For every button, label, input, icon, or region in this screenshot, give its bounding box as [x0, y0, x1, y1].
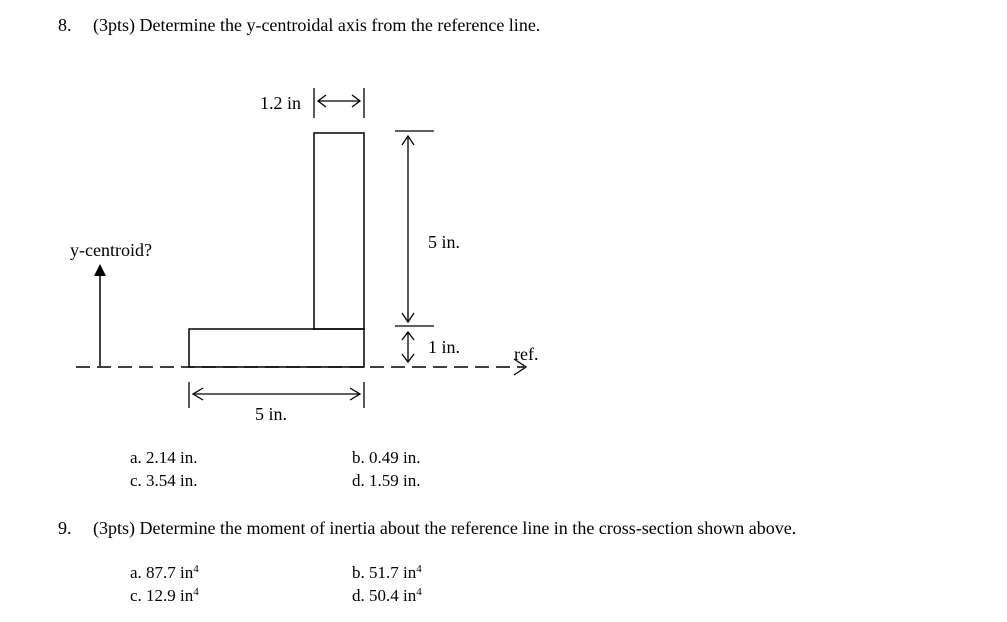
question-9-text: (3pts) Determine the moment of inertia about the reference line in the cross-section shown above. [93, 518, 797, 538]
q9-option-d [352, 586, 422, 606]
q9-option-a-text: a. 87.7 in [130, 563, 194, 582]
q8-option-c: c. 3.54 in. [130, 471, 198, 490]
q9-option-a [130, 563, 199, 583]
base-height-label: 1 in. [428, 337, 461, 357]
q9-option-c-exp: 4 [193, 586, 199, 598]
vertical-height-label: 5 in. [428, 232, 461, 252]
q9-option-c-text: c. 12.9 in [130, 586, 194, 605]
question-9-number: 9. [58, 518, 72, 538]
q8-option-b: b. 0.49 in. [352, 448, 421, 467]
q9-option-a-exp: 4 [193, 563, 199, 575]
q8-option-d: d. 1.59 in. [352, 471, 421, 490]
vertical-web-rect [314, 133, 364, 329]
top-width-label: 1.2 in [260, 93, 302, 113]
question-8-text: (3pts) Determine the y-centroidal axis from the reference line. [93, 15, 541, 35]
q9-option-d-text: d. 50.4 in [352, 586, 417, 605]
q9-option-b-text: b. 51.7 in [352, 563, 417, 582]
q9-option-b [352, 563, 422, 583]
base-flange-rect [189, 329, 364, 367]
reference-label: ref. [514, 344, 539, 364]
base-width-label: 5 in. [255, 404, 288, 424]
q9-option-b-exp: 4 [416, 563, 422, 575]
question-8-number: 8. [58, 15, 72, 35]
q8-option-a: a. 2.14 in. [130, 448, 198, 467]
centroid-arrow-head [94, 264, 106, 276]
q9-option-d-exp: 4 [416, 586, 422, 598]
q9-option-c [130, 586, 199, 606]
centroid-label: y-centroid? [70, 240, 152, 260]
